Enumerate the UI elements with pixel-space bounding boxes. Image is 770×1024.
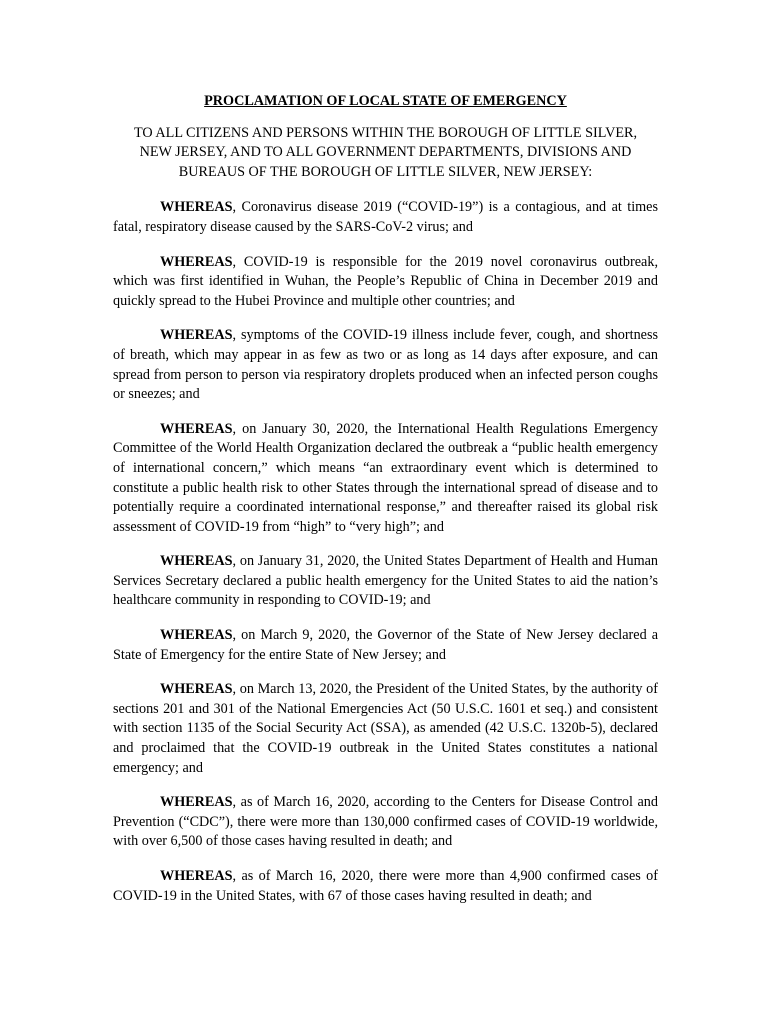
whereas-paragraph (113, 793, 658, 852)
document-page (113, 92, 658, 921)
whereas-paragraph (113, 680, 658, 778)
address-line: NEW JERSEY, AND TO ALL GOVERNMENT DEPARTMENTS, DIVISIONS AND (139, 144, 632, 161)
whereas-text: , as of March 16, 2020, there were more than 4,900 confirmed cases of COVID-19 in the United States, with 67 of those cases having resulted in death; and (113, 868, 658, 904)
whereas-paragraph (113, 420, 658, 538)
whereas-lead: WHEREAS (160, 199, 233, 216)
whereas-text: , Coronavirus disease 2019 (“COVID-19”) is a contagious, and at times fatal, respiratory disease caused by the SARS-CoV-2 virus; and (113, 199, 658, 235)
whereas-text: , as of March 16, 2020, according to the Centers for Disease Control and Prevention (“CDC”), there were more than 130,000 confirmed cases of COVID-19 worldwide, with over 6,500 of those cases having resulted in death; and (113, 794, 658, 850)
whereas-text: , COVID-19 is responsible for the 2019 novel coronavirus outbreak, which was first identified in Wuhan, the People’s Republic of China in December 2019 and quickly spread to the Hubei Province and multiple other countries; and (113, 253, 658, 309)
whereas-paragraph (113, 552, 658, 611)
whereas-lead: WHEREAS (160, 794, 233, 811)
whereas-paragraph (113, 326, 658, 404)
whereas-lead: WHEREAS (160, 681, 233, 698)
address-line: TO ALL CITIZENS AND PERSONS WITHIN THE BOROUGH OF LITTLE SILVER, (134, 124, 637, 141)
whereas-lead: WHEREAS (160, 327, 233, 344)
whereas-lead: WHEREAS (160, 253, 233, 270)
whereas-paragraph (113, 626, 658, 665)
whereas-paragraph (113, 253, 658, 312)
whereas-text: , on March 9, 2020, the Governor of the State of New Jersey declared a State of Emergency for the entire State of New Jersey; and (113, 627, 658, 663)
whereas-text: , on March 13, 2020, the President of the United States, by the authority of sections 201 and 301 of the National Emergencies Act (50 U.S.C. 1601 et seq.) and consistent with section 1135 of the Social Security Act (SSA), as amended (42 U.S.C. 1320b-5), declared and proclaimed that the COVID-19 outbreak in the United States constitutes a national emergency; and (113, 681, 658, 776)
whereas-lead: WHEREAS (160, 553, 233, 570)
whereas-text: , symptoms of the COVID-19 illness include fever, cough, and shortness of breath, which may appear in as few as two or as long as 14 days after exposure, and can spread from person to person via respiratory droplets produced when an infected person coughs or sneezes; and (113, 327, 658, 403)
whereas-lead: WHEREAS (160, 420, 233, 437)
whereas-text: , on January 31, 2020, the United States Department of Health and Human Services Secretary declared a public health emergency for the United States to aid the nation’s healthcare community in responding to COVID-19; and (113, 553, 658, 609)
whereas-paragraph (113, 867, 658, 906)
address-block (113, 124, 658, 183)
whereas-lead: WHEREAS (160, 627, 233, 644)
whereas-text: , on January 30, 2020, the International Health Regulations Emergency Committee of the World Health Organization declared the outbreak a “public health emergency of international concern,” which means “an extraordinary event which is determined to constitute a public health risk to other States through the international spread of disease and to potentially require a coordinated international response,” and thereafter raised its global risk assessment of COVID-19 from “high” to “very high”; and (113, 420, 658, 535)
document-title: PROCLAMATION OF LOCAL STATE OF EMERGENCY (204, 93, 567, 109)
whereas-paragraph (113, 198, 658, 237)
address-line: BUREAUS OF THE BOROUGH OF LITTLE SILVER, NEW JERSEY: (178, 163, 593, 180)
whereas-lead: WHEREAS (160, 868, 233, 884)
